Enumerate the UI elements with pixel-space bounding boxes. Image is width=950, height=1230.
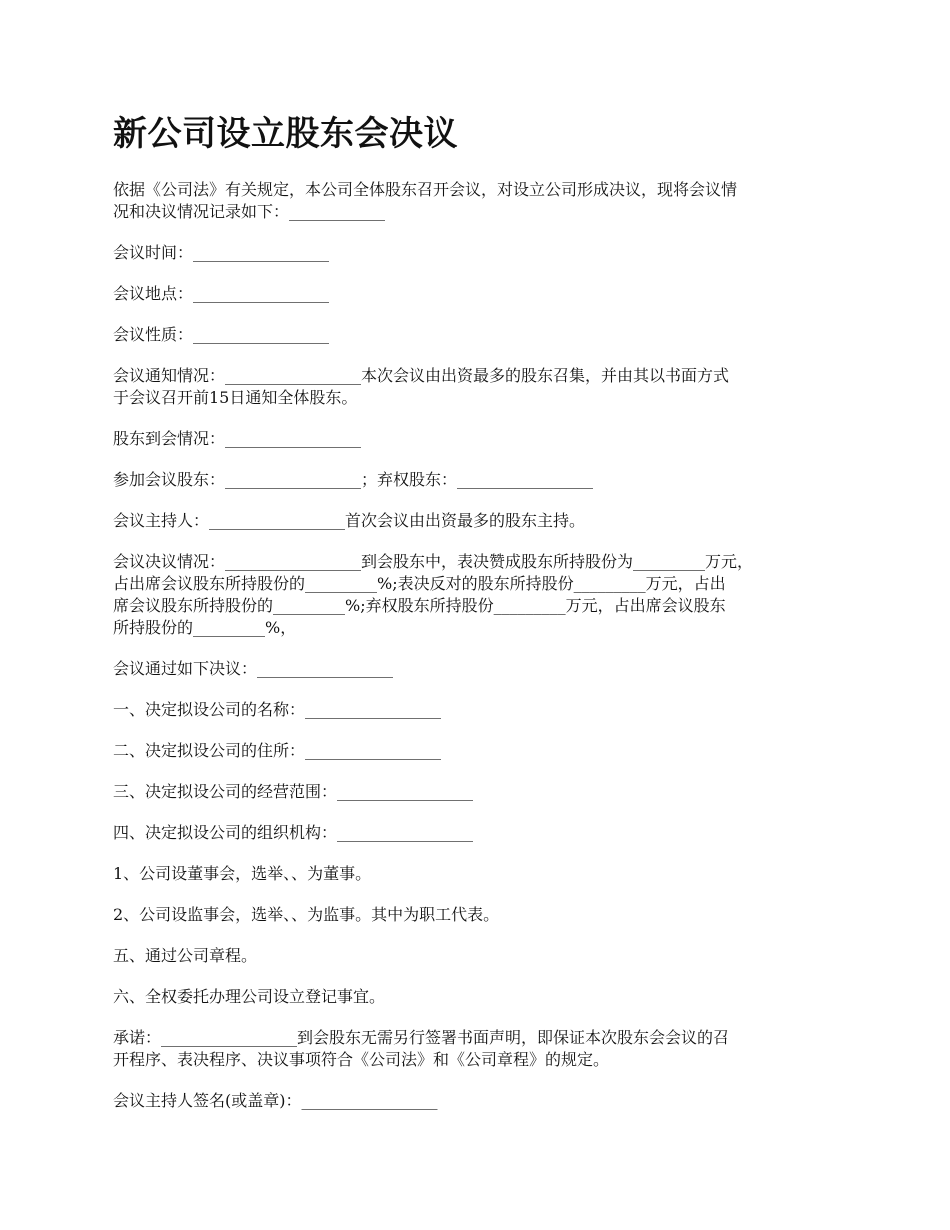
paragraph-line: 所持股份的_________%， [113, 618, 297, 637]
paragraph [113, 469, 860, 491]
paragraph [113, 781, 860, 803]
paragraph-line: 六、全权委托办理公司设立登记事宜。 [113, 987, 386, 1006]
paragraph [113, 904, 860, 926]
paragraph [113, 658, 860, 680]
paragraph-line: 况和决议情况记录如下：____________ [113, 202, 386, 221]
paragraph [113, 1090, 860, 1112]
paragraph-line: 会议主持人：_________________首次会议由出资最多的股东主持。 [113, 511, 586, 530]
paragraph [113, 365, 860, 409]
paragraph-line: 五、通过公司章程。 [113, 946, 258, 965]
paragraph-line: 一、决定拟设公司的名称：_________________ [113, 700, 442, 719]
paragraph [113, 740, 860, 762]
paragraph [113, 428, 860, 450]
paragraph-line: 会议通知情况：_________________本次会议由出资最多的股东召集，并由其以书面方式 [113, 366, 730, 385]
paragraph-line: 承诺：_________________到会股东无需另行签署书面声明，即保证本次股东会会议的召 [113, 1028, 730, 1047]
paragraph [113, 699, 860, 721]
paragraph-line: 会议主持人签名(或盖章)：_________________ [113, 1091, 438, 1110]
paragraph-line: 二、决定拟设公司的住所：_________________ [113, 741, 442, 760]
paragraph [113, 945, 860, 967]
paragraph [113, 283, 860, 305]
paragraph [113, 179, 860, 223]
paragraph [113, 863, 860, 885]
paragraph [113, 986, 860, 1008]
paragraph [113, 1027, 860, 1071]
paragraph-line: 会议决议情况：_________________到会股东中，表决赞成股东所持股份为_________万元， [113, 552, 754, 571]
paragraph-line: 1、公司设董事会，选举、、为董事。 [113, 864, 372, 883]
paragraph [113, 242, 860, 264]
paragraph-line: 依据《公司法》有关规定，本公司全体股东召开会议，对设立公司形成决议，现将会议情 [113, 180, 738, 199]
paragraph-line: 会议地点：_________________ [113, 284, 330, 303]
paragraph-line: 2、公司设监事会，选举、、为监事。其中为职工代表。 [113, 905, 500, 924]
paragraph-line: 会议性质：_________________ [113, 325, 330, 344]
document-title: 新公司设立股东会决议 [113, 114, 458, 154]
paragraph [113, 822, 860, 844]
paragraph-line: 于会议召开前15日通知全体股东。 [113, 388, 358, 407]
paragraph-line: 占出席会议股东所持股份的_________%;表决反对的股东所持股份_________万元，占出 [113, 574, 726, 593]
paragraph-line: 三、决定拟设公司的经营范围：_________________ [113, 782, 474, 801]
paragraph-line: 股东到会情况：_________________ [113, 429, 362, 448]
paragraph-line: 开程序、表决程序、决议事项符合《公司法》和《公司章程》的规定。 [113, 1050, 610, 1069]
paragraph-line: 四、决定拟设公司的组织机构：_________________ [113, 823, 474, 842]
document-body [113, 179, 860, 1112]
paragraph-line: 参加会议股东：_________________；弃权股东：_________________ [113, 470, 594, 489]
paragraph [113, 551, 860, 639]
paragraph [113, 510, 860, 532]
paragraph-line: 席会议股东所持股份的_________%;弃权股东所持股份_________万元，占出席会议股东 [113, 596, 726, 615]
paragraph-line: 会议时间：_________________ [113, 243, 330, 262]
paragraph-line: 会议通过如下决议：_________________ [113, 659, 394, 678]
paragraph [113, 324, 860, 346]
